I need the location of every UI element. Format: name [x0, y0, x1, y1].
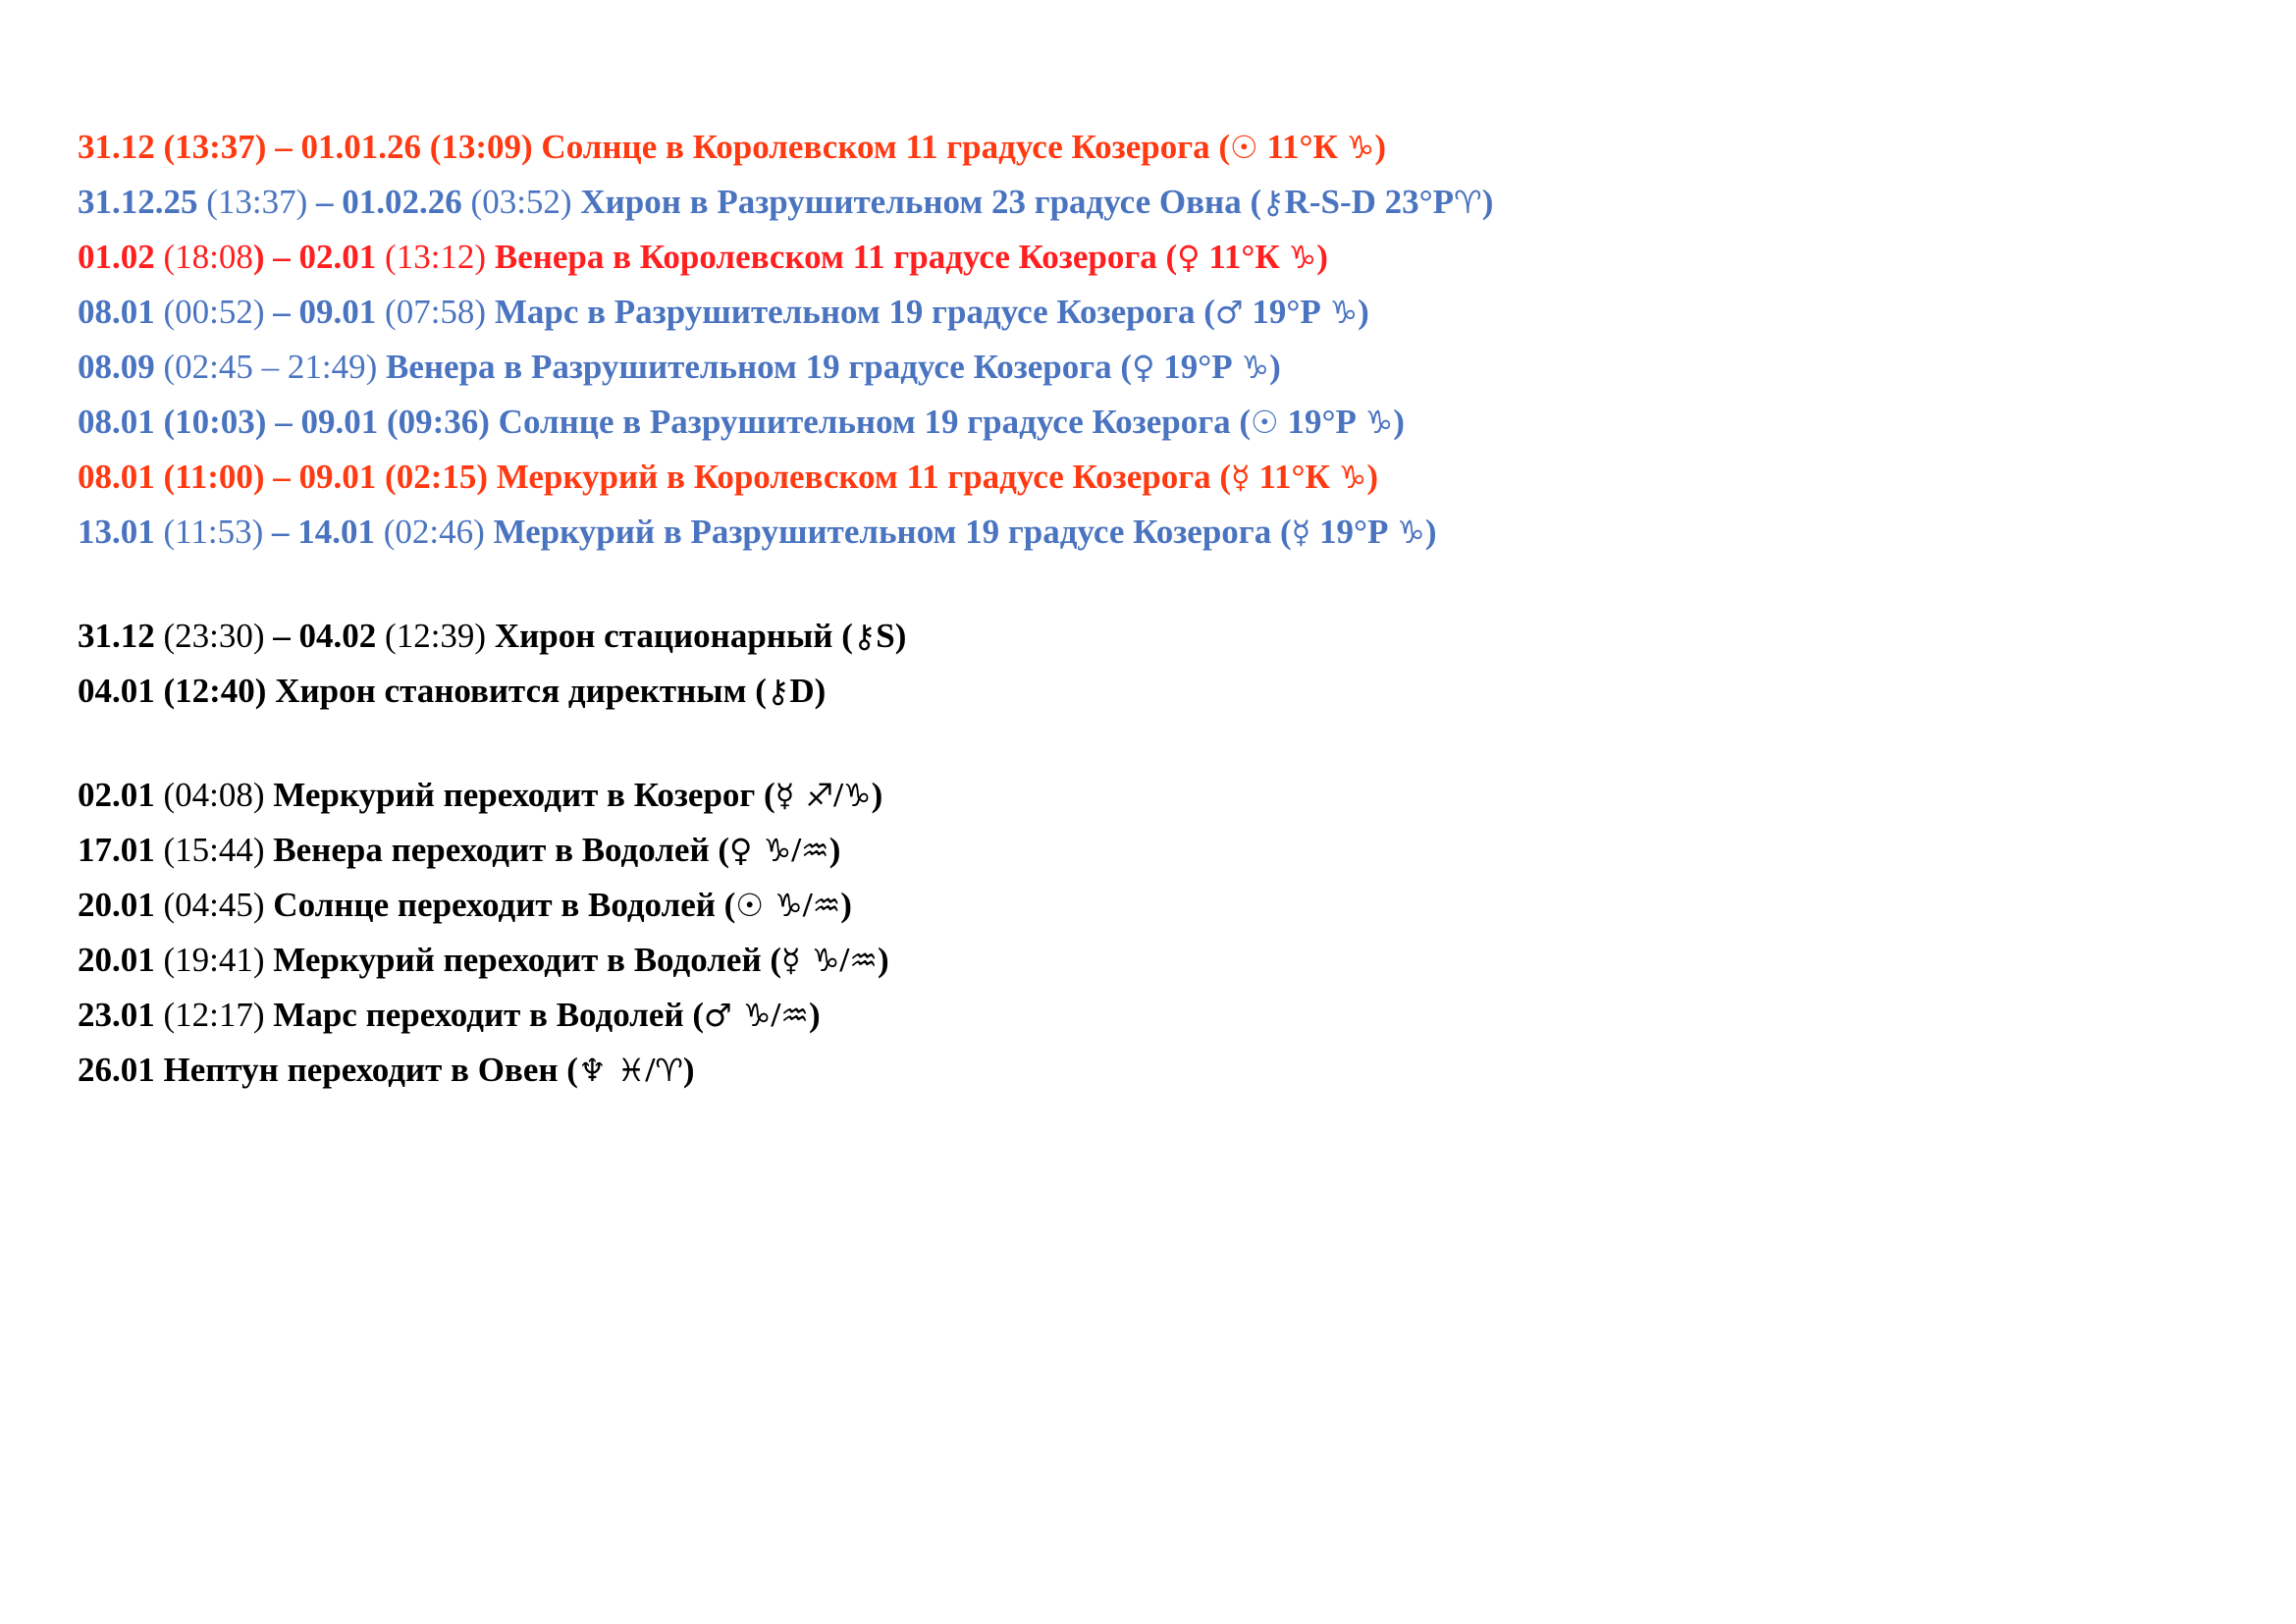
event-text: /: [645, 1051, 656, 1089]
astro-symbol-icon: ♀: [1132, 349, 1155, 386]
event-text: ): [1316, 238, 1328, 276]
event-line: [78, 175, 2237, 230]
event-text: (12:39): [376, 617, 495, 655]
event-list: [78, 120, 2237, 1098]
event-text: – 01.02.26: [316, 183, 462, 221]
event-text: Хирон в Разрушительном 23 градусе Овна (: [580, 183, 1262, 221]
event-line: [78, 395, 2237, 450]
event-line: [78, 609, 2237, 664]
event-line: [78, 285, 2237, 340]
event-text: (19:41): [154, 941, 274, 979]
event-line: [78, 505, 2237, 560]
event-text: 08.09: [78, 348, 155, 386]
astro-symbol-icon: ♈: [655, 1052, 683, 1089]
event-text: 31.12 (13:37) – 01.01.26 (13:09) Солнце в Королевском 11 градусе Козерога (: [78, 128, 1231, 166]
event-text: ): [1366, 458, 1378, 496]
event-text: /: [833, 776, 843, 814]
event-text: ): [1358, 293, 1369, 331]
event-line: [78, 664, 2237, 719]
event-text: Меркурий переходит в Водолей (: [273, 941, 782, 979]
event-group-2: [78, 609, 2237, 719]
event-text: 04.01 (12:40) Хирон становится директным (: [78, 672, 767, 710]
event-text: (18:08: [154, 238, 253, 276]
event-text: 08.01: [78, 293, 155, 331]
event-line: [78, 1043, 2237, 1098]
astro-symbol-icon: ♀: [1177, 239, 1201, 276]
astro-symbol-icon: ♑: [1397, 514, 1425, 551]
event-text: 02.01: [78, 776, 155, 814]
event-text: 31.12.25: [78, 183, 198, 221]
event-text: ): [1424, 513, 1437, 551]
astro-symbol-icon: ☿ ♐: [774, 777, 834, 814]
event-text: D): [789, 672, 827, 710]
event-text: 11°К: [1257, 128, 1347, 166]
event-text: Хирон стационарный (: [494, 617, 853, 655]
event-text: (12:17): [154, 996, 274, 1034]
astro-symbol-icon: ♒: [801, 832, 829, 869]
event-text: Солнце переходит в Водолей (: [273, 886, 736, 924]
event-text: 31.12: [78, 617, 155, 655]
event-text: 11°К: [1200, 238, 1289, 276]
event-text: Венера в Разрушительном 19 градусе Козерога (: [386, 348, 1133, 386]
event-text: /: [839, 941, 850, 979]
event-text: (15:44): [154, 831, 274, 869]
event-line: [78, 120, 2237, 175]
astro-symbol-icon: ♑: [842, 777, 872, 814]
astro-symbol-icon: ♑: [1241, 349, 1270, 386]
event-text: – 09.01: [273, 293, 377, 331]
astro-symbol-icon: ☿: [1291, 514, 1311, 551]
astro-symbol-icon: ☿: [1231, 459, 1251, 496]
event-text: 13.01: [78, 513, 155, 551]
event-line: [78, 823, 2237, 878]
event-text: (13:12): [376, 238, 495, 276]
event-text: Марс в Разрушительном 19 градусе Козерога (: [494, 293, 1215, 331]
event-text: ): [1374, 128, 1386, 166]
astro-symbol-icon: ☉: [1230, 129, 1258, 166]
event-line: [78, 768, 2237, 823]
event-group-1: [78, 120, 2237, 560]
event-text: (07:58): [376, 293, 495, 331]
event-text: 08.01 (10:03) – 09.01 (09:36) Солнце в Разрушительном 19 градусе Козерога (: [78, 403, 1252, 441]
astro-symbol-icon: ♑: [1288, 239, 1317, 276]
event-text: S): [876, 617, 907, 655]
event-text: ): [877, 941, 889, 979]
event-text: ): [828, 831, 841, 869]
event-text: ): [1269, 348, 1281, 386]
event-text: (23:30): [154, 617, 274, 655]
event-text: (03:52): [461, 183, 581, 221]
event-line: [78, 878, 2237, 933]
astro-symbol-icon: ♑: [1364, 404, 1394, 441]
event-text: Меркурий переходит в Козерог (: [273, 776, 775, 814]
event-text: 19°Р: [1243, 293, 1330, 331]
astro-symbol-icon: ♀ ♑: [729, 832, 792, 869]
astro-symbol-icon: ♂: [1214, 294, 1244, 331]
event-group-3: [78, 768, 2237, 1098]
event-text: ): [808, 996, 821, 1034]
astro-symbol-icon: ♑: [1329, 294, 1359, 331]
event-text: 19°Р: [1154, 348, 1242, 386]
event-line: [78, 340, 2237, 395]
event-text: 11°К: [1250, 458, 1339, 496]
astro-symbol-icon: ♆ ♓: [577, 1052, 646, 1089]
event-text: (11:53): [154, 513, 272, 551]
event-text: /: [771, 996, 781, 1034]
astro-symbol-icon: ⚷: [766, 673, 790, 710]
event-text: ): [1393, 403, 1405, 441]
event-text: Меркурий в Разрушительном 19 градусе Козерога (: [493, 513, 1292, 551]
event-text: Венера переходит в Водолей (: [273, 831, 730, 869]
event-line: [78, 450, 2237, 505]
event-text: 08.01 (11:00) – 09.01 (02:15) Меркурий в Королевском 11 градусе Козерога (: [78, 458, 1232, 496]
astro-symbol-icon: ☉ ♑: [735, 887, 803, 924]
document-page: [78, 120, 2237, 1098]
event-text: 01.02: [78, 238, 155, 276]
astro-symbol-icon: ♒: [849, 942, 878, 979]
event-text: (13:37): [197, 183, 317, 221]
event-text: 20.01: [78, 941, 155, 979]
event-text: (02:45 – 21:49): [154, 348, 387, 386]
astro-symbol-icon: ♒: [812, 887, 841, 924]
event-text: /: [802, 886, 813, 924]
astro-symbol-icon: ⚷: [852, 618, 877, 655]
event-text: 20.01: [78, 886, 155, 924]
astro-symbol-icon: ♑: [1338, 459, 1367, 496]
astro-symbol-icon: ☿ ♑: [781, 942, 840, 979]
event-text: ): [682, 1051, 695, 1089]
event-text: ) – 02.01: [252, 238, 377, 276]
event-text: – 04.02: [273, 617, 377, 655]
event-text: ): [1481, 183, 1494, 221]
astro-symbol-icon: ♑: [1346, 129, 1375, 166]
astro-symbol-icon: ♈: [1454, 184, 1482, 221]
event-text: (00:52): [154, 293, 274, 331]
event-text: R-S-D 23°Р: [1284, 183, 1455, 221]
event-text: ): [840, 886, 852, 924]
event-text: – 14.01: [272, 513, 375, 551]
astro-symbol-icon: ⚷: [1261, 184, 1285, 221]
event-text: Марс переходит в Водолей (: [273, 996, 705, 1034]
event-text: 17.01: [78, 831, 155, 869]
event-text: ): [871, 776, 883, 814]
event-line: [78, 933, 2237, 988]
event-text: (04:08): [154, 776, 274, 814]
event-line: [78, 988, 2237, 1043]
event-text: (02:46): [375, 513, 494, 551]
event-text: 19°Р: [1310, 513, 1398, 551]
event-text: (04:45): [154, 886, 274, 924]
event-text: /: [791, 831, 802, 869]
event-text: 23.01: [78, 996, 155, 1034]
event-text: 19°Р: [1278, 403, 1365, 441]
astro-symbol-icon: ☉: [1251, 404, 1279, 441]
event-text: Венера в Королевском 11 градусе Козерога (: [494, 238, 1178, 276]
event-line: [78, 230, 2237, 285]
astro-symbol-icon: ♂ ♑: [704, 997, 772, 1034]
event-text: 26.01 Нептун переходит в Овен (: [78, 1051, 578, 1089]
astro-symbol-icon: ♒: [780, 997, 809, 1034]
